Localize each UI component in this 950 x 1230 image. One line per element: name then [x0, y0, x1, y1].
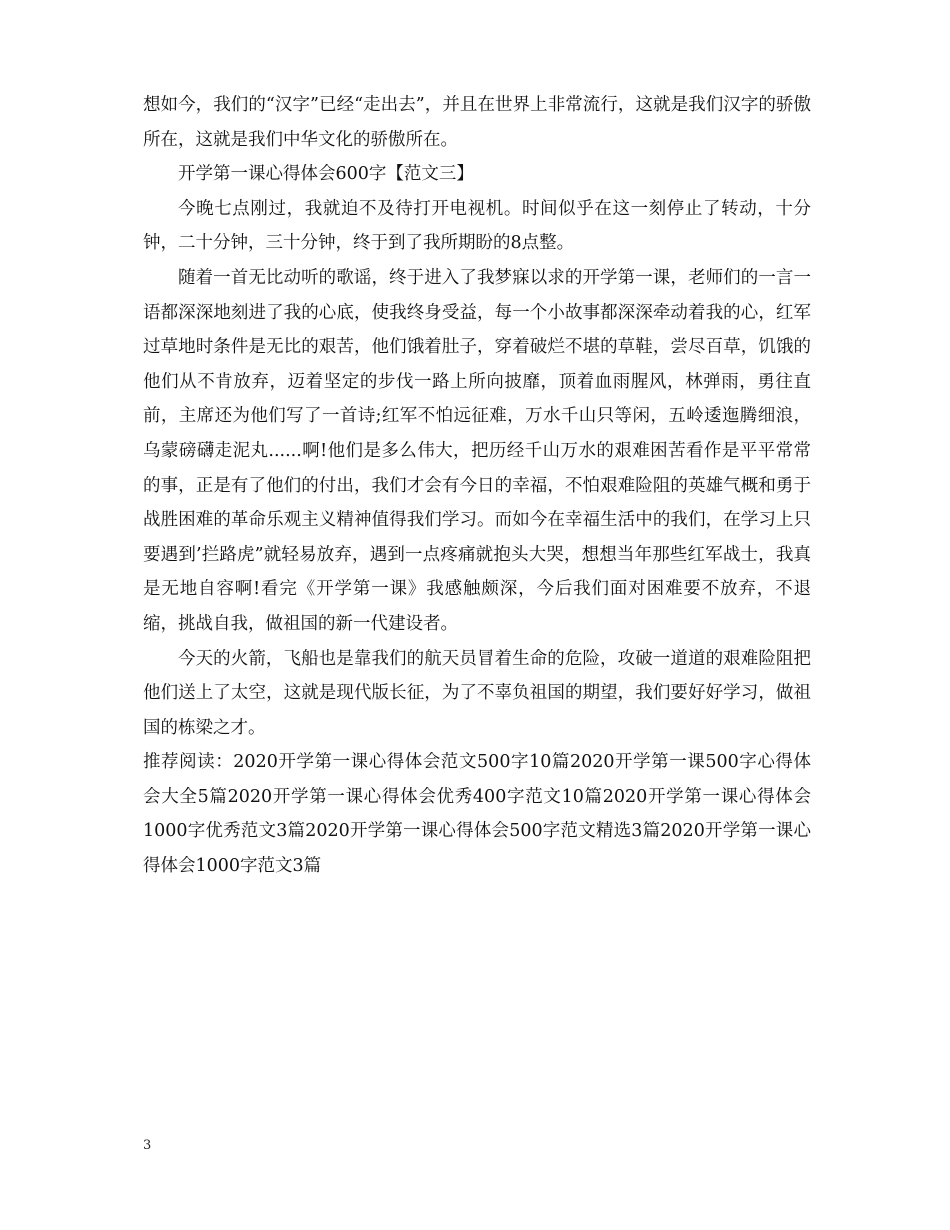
paragraph-continuation: 想如今，我们的“汉字”已经“走出去”，并且在世界上非常流行，这就是我们汉字的骄傲所在，这就是我们中华文化的骄傲所在。	[143, 95, 811, 150]
paragraph: 随着一首无比动听的歌谣，终于进入了我梦寐以求的开学第一课，老师们的一言一语都深深地刻进了我的心底，使我终身受益，每一个小故事都深深牵动着我的心，红军过草地时条件是无比的艰苦，他们饿着肚子，穿着破烂不堪的草鞋，尝尽百草，饥饿的他们从不肯放弃，迈着坚定的步伐一路上所向披靡，顶着血雨腥风，林弹雨，勇往直前，主席还为他们写了一首诗;红军不怕远征难，万水千山只等闲，五岭逶迤腾细浪，乌蒙磅礴走泥丸......啊!他们是多么伟大，把历经千山万水的艰难困苦看作是平平常常的事，正是有了他们的付出，我们才会有今日的幸福，不怕艰难险阻的英雄气概和勇于战胜困难的革命乐观主义精神值得我们学习。而如今在幸福生活中的我们，在学习上只要遇到’拦路虎”就轻易放弃，遇到一点疼痛就抱头大哭，想想当年那些红军战士，我真是无地自容啊!看完《开学第一课》我感触颇深，今后我们面对困难要不放弃，不退缩，挑战自我，做祖国的新一代建设者。	[143, 267, 811, 634]
body-text	[143, 88, 811, 884]
section-heading: 开学第一课心得体会600字【范文三】	[178, 164, 474, 185]
paragraph: 今天的火箭，飞船也是靠我们的航天员冒着生命的危险，攻破一道道的艰难险阻把他们送上了太空，这就是现代版长征，为了不辜负祖国的期望，我们要好好学习，做祖国的栋梁之才。	[143, 648, 811, 738]
recommended-reading: 推荐阅读：2020开学第一课心得体会范文500字10篇2020开学第一课500字心得体会大全5篇2020开学第一课心得体会优秀400字范文10篇2020开学第一课心得体会1000字优秀范文3篇2020开学第一课心得体会500字范文精选3篇2020开学第一课心得体会1000字范文3篇	[143, 752, 811, 877]
paragraph: 今晚七点刚过，我就迫不及待打开电视机。时间似乎在这一刻停止了转动，十分钟，二十分钟，三十分钟，终于到了我所期盼的8点整。	[143, 198, 811, 254]
page-number: 3	[143, 1138, 152, 1153]
